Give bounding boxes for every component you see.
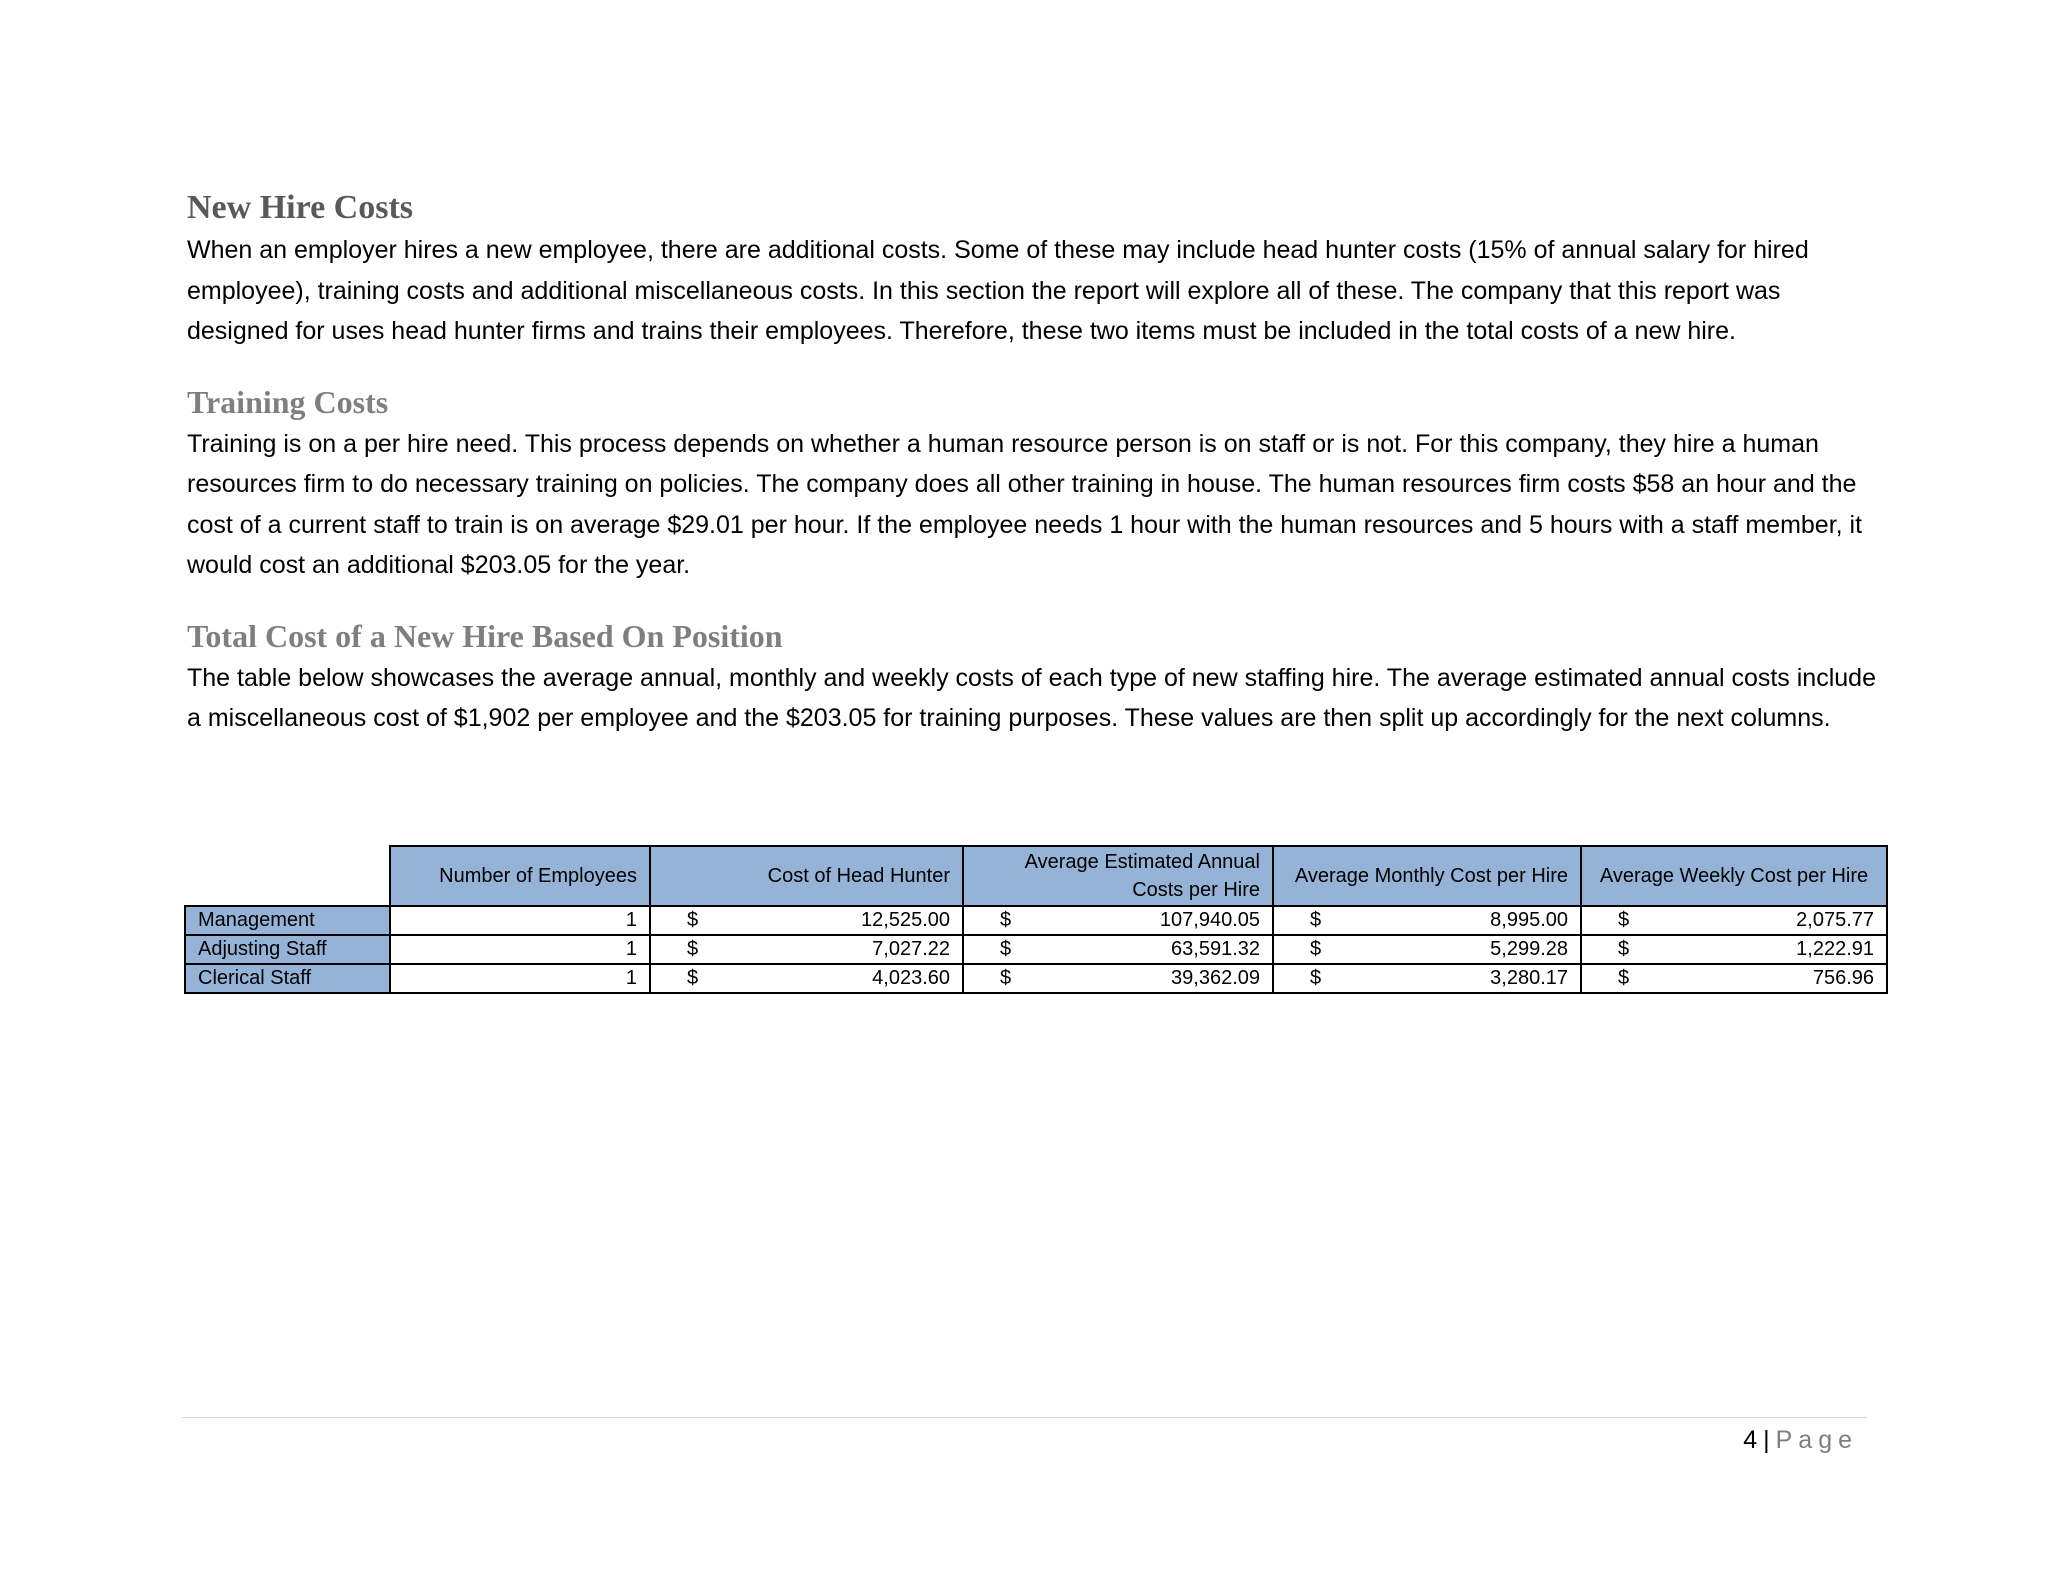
- column-header-employees: Number of Employees: [390, 846, 650, 906]
- section-training-costs: [187, 380, 1887, 586]
- table-row: [185, 964, 1887, 993]
- cell-head-hunter: [650, 964, 963, 993]
- column-header-weekly: Average Weekly Cost per Hire: [1581, 846, 1887, 906]
- cell-employees: 1: [390, 935, 650, 964]
- amount: 4,023.60: [872, 967, 950, 989]
- new-hire-cost-table: [184, 845, 1888, 994]
- amount: 5,299.28: [1490, 938, 1568, 960]
- amount: 39,362.09: [1171, 967, 1260, 989]
- column-header-head-hunter: Cost of Head Hunter: [650, 846, 963, 906]
- paragraph-total-cost: The table below showcases the average annual, monthly and weekly costs of each type of new staffing hire. The average estimated annual costs include a miscellaneous cost of $1,902 per employee and the $203.05 for training purposes. These values are then split up accordingly for the next columns.: [187, 663, 1876, 732]
- currency-symbol: $: [1000, 938, 1012, 960]
- cell-monthly: [1273, 935, 1581, 964]
- table-corner-cell: [185, 846, 390, 906]
- amount: 1,222.91: [1796, 938, 1874, 960]
- column-header-annual: Average Estimated Annual Costs per Hire: [963, 846, 1273, 906]
- cell-employees: 1: [390, 906, 650, 935]
- amount: 63,591.32: [1171, 938, 1260, 960]
- currency-symbol: $: [1000, 909, 1012, 931]
- page-content: [187, 186, 1887, 739]
- currency-symbol: $: [687, 967, 699, 989]
- currency-symbol: $: [1000, 967, 1012, 989]
- currency-symbol: $: [687, 938, 699, 960]
- section-total-cost: [187, 614, 1887, 739]
- currency-symbol: $: [1618, 938, 1630, 960]
- amount: 12,525.00: [861, 909, 950, 931]
- cell-head-hunter: [650, 906, 963, 935]
- row-label: Management: [185, 906, 390, 935]
- table-row: [185, 935, 1887, 964]
- paragraph-training-costs: Training is on a per hire need. This process depends on whether a human resource person is on staff or is not. For this company, they hire a human resources firm to do necessary training on policies. The company does all other training in house. The human resources firm costs $58 an hour and the cost of a current staff to train is on average $29.01 per hour. If the employee needs 1 hour with the human resources and 5 hours with a staff member, it would cost an additional $203.05 for the year.: [187, 429, 1863, 579]
- currency-symbol: $: [1618, 909, 1630, 931]
- currency-symbol: $: [1310, 938, 1322, 960]
- page-label: Page: [1775, 1426, 1858, 1454]
- row-label: Adjusting Staff: [185, 935, 390, 964]
- amount: 3,280.17: [1490, 967, 1568, 989]
- cell-annual: [963, 964, 1273, 993]
- amount: 8,995.00: [1490, 909, 1568, 931]
- currency-symbol: $: [1310, 967, 1322, 989]
- currency-symbol: $: [687, 909, 699, 931]
- row-label: Clerical Staff: [185, 964, 390, 993]
- amount: 756.96: [1812, 967, 1874, 989]
- cell-weekly: [1581, 935, 1887, 964]
- currency-symbol: $: [1618, 967, 1630, 989]
- heading-total-cost: Total Cost of a New Hire Based On Position: [187, 617, 783, 654]
- cell-monthly: [1273, 964, 1581, 993]
- cell-annual: [963, 906, 1273, 935]
- amount: 107,940.05: [1159, 909, 1260, 931]
- footer-divider: [182, 1417, 1867, 1418]
- page-number: 4: [1743, 1426, 1758, 1454]
- cell-employees: 1: [390, 964, 650, 993]
- amount: 2,075.77: [1796, 909, 1874, 931]
- table-header-row: [185, 846, 1887, 906]
- column-header-monthly: Average Monthly Cost per Hire: [1273, 846, 1581, 906]
- currency-symbol: $: [1310, 909, 1322, 931]
- table-row: [185, 906, 1887, 935]
- page-separator: |: [1763, 1426, 1770, 1454]
- amount: 7,027.22: [872, 938, 950, 960]
- paragraph-new-hire-costs: When an employer hires a new employee, there are additional costs. Some of these may include head hunter costs (15% of annual salary for hired employee), training costs and additional miscellaneous costs. In this section the report will explore all of these. The company that this report was designed for uses head hunter firms and trains their employees. Therefore, these two items must be included in the total costs of a new hire.: [187, 236, 1809, 345]
- cell-head-hunter: [650, 935, 963, 964]
- section-new-hire-costs: [187, 186, 1887, 352]
- cell-weekly: [1581, 906, 1887, 935]
- cell-weekly: [1581, 964, 1887, 993]
- cell-annual: [963, 935, 1273, 964]
- page-footer: [1743, 1422, 1858, 1458]
- heading-training-costs: Training Costs: [187, 383, 389, 420]
- heading-new-hire-costs: New Hire Costs: [187, 189, 413, 226]
- cell-monthly: [1273, 906, 1581, 935]
